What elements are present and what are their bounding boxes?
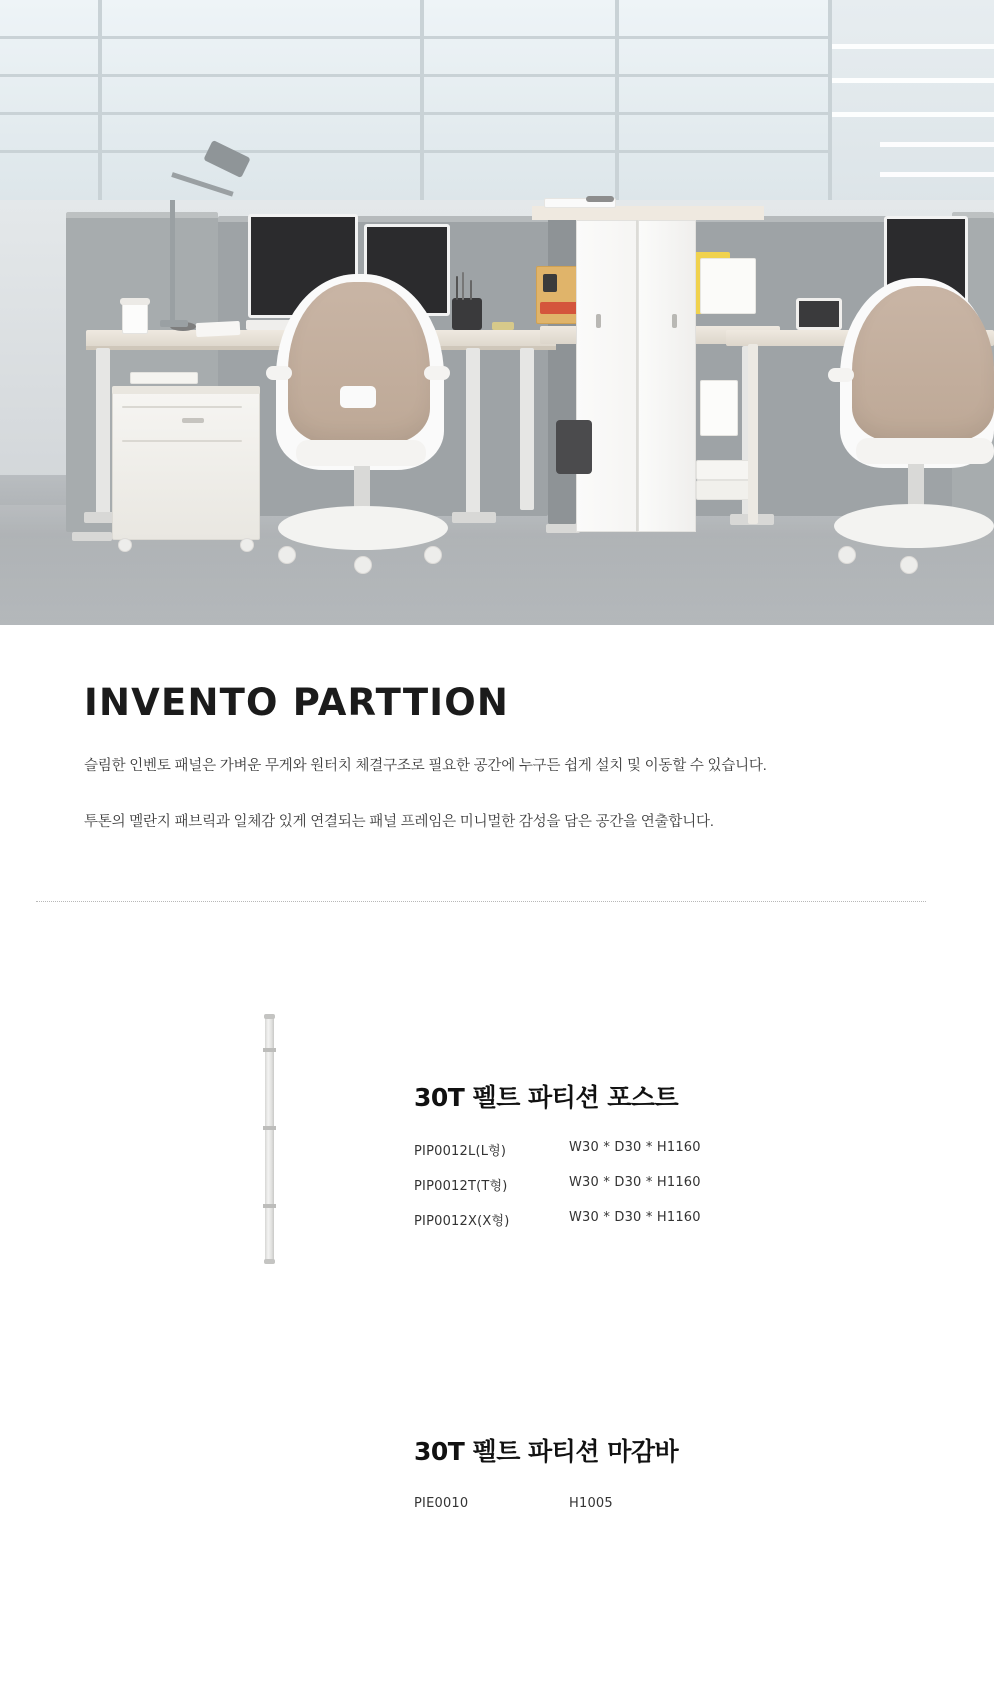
hero-product-photo xyxy=(0,0,994,625)
chair-caster xyxy=(424,546,442,564)
chair-caster xyxy=(838,546,856,564)
cabinet-door-gap xyxy=(636,220,638,532)
page-title: INVENTO PARTTION xyxy=(84,681,510,724)
pen-holder xyxy=(452,298,482,330)
post-top-cap xyxy=(264,1014,275,1019)
desk-item xyxy=(586,196,614,202)
chair-base xyxy=(278,506,448,550)
post-connector xyxy=(263,1048,276,1052)
panel-foot xyxy=(72,532,112,541)
window-louver xyxy=(832,112,994,117)
window-louver xyxy=(832,78,994,83)
spec-block xyxy=(414,1022,910,1229)
chair-seat xyxy=(296,440,426,466)
spec-row xyxy=(414,1210,910,1229)
window-louver xyxy=(880,172,994,177)
window-mullion xyxy=(98,0,102,200)
partition-post-image xyxy=(252,1016,292,1262)
cup-lid xyxy=(120,298,150,305)
spec-code: PIP0012T(T형) xyxy=(414,1178,508,1194)
cabinet-handle xyxy=(672,314,677,328)
window-pane xyxy=(832,0,994,210)
section-divider xyxy=(36,901,926,902)
post-bottom-cap xyxy=(264,1259,275,1264)
chair-armrest xyxy=(828,368,854,382)
spec-dimension: W30 * D30 * H1160 xyxy=(569,1174,701,1190)
caster xyxy=(118,538,132,552)
window-mullion xyxy=(420,0,424,200)
spec-code: PIP0012X(X형) xyxy=(414,1213,510,1229)
cabinet-handle xyxy=(596,314,601,328)
spec-code: PIP0012L(L형) xyxy=(414,1143,507,1159)
spec-dimension: H1005 xyxy=(569,1495,613,1511)
product-section-post xyxy=(84,1022,910,1322)
pen xyxy=(462,272,464,300)
description-line-2: 투톤의 멜란지 패브릭과 일체감 있게 연결되는 패널 프레임은 미니멀한 감성을 담은 공간을 연출합니다. xyxy=(84,814,714,831)
spec-block xyxy=(414,1432,910,1511)
chair-lumbar-support xyxy=(340,386,376,408)
pedestal-handle xyxy=(182,418,204,423)
spec-dimension: W30 * D30 * H1160 xyxy=(569,1139,701,1155)
cabinet-top xyxy=(532,206,764,220)
window-louver xyxy=(880,142,994,147)
felt-partition-post xyxy=(548,214,576,524)
storage-box xyxy=(696,480,750,500)
ruler xyxy=(492,322,514,330)
chair-armrest xyxy=(266,366,292,380)
panel-foot xyxy=(546,524,580,533)
post-connector xyxy=(263,1204,276,1208)
book xyxy=(700,258,756,314)
chair-caster xyxy=(278,546,296,564)
desk-foot xyxy=(452,512,496,523)
desk-leg xyxy=(96,348,110,516)
window-louver xyxy=(832,44,994,49)
paper-cup xyxy=(122,302,148,334)
tablet xyxy=(796,298,842,330)
content-area xyxy=(0,681,994,1511)
book-label xyxy=(540,302,580,314)
paper-stack xyxy=(130,372,198,384)
cabinet-side-panel xyxy=(748,344,758,524)
pedestal-top xyxy=(112,386,260,394)
product-section-end-bar xyxy=(84,1432,910,1511)
section-title: 30T 펠트 파티션 포스트 xyxy=(414,1082,679,1112)
chair-backrest xyxy=(852,286,994,442)
cabinet-right-door xyxy=(638,220,696,532)
mobile-pedestal xyxy=(112,390,260,540)
file-box xyxy=(700,380,738,436)
pen xyxy=(470,280,472,300)
pedestal-drawer-line xyxy=(122,440,242,442)
chair-caster xyxy=(354,556,372,574)
caster xyxy=(240,538,254,552)
bag xyxy=(556,420,592,474)
pedestal-drawer-line xyxy=(122,406,242,408)
spec-row xyxy=(414,1496,910,1511)
lamp-lower-arm xyxy=(170,200,175,324)
spec-dimension: W30 * D30 * H1160 xyxy=(569,1209,701,1225)
chair-backrest xyxy=(288,282,430,444)
book-letter xyxy=(543,274,557,292)
paper-sheet xyxy=(196,321,241,337)
chair-armrest xyxy=(424,366,450,380)
pen xyxy=(456,276,458,300)
desk-leg xyxy=(466,348,480,516)
chair-base xyxy=(834,504,994,548)
spec-row xyxy=(414,1175,910,1194)
description-line-1: 슬림한 인벤토 패널은 가벼운 무게와 원터치 체결구조로 필요한 공간에 누구든 쉽게 설치 및 이동할 수 있습니다. xyxy=(84,758,767,774)
desk-leg xyxy=(520,348,534,510)
post-connector xyxy=(263,1126,276,1130)
section-title: 30T 펠트 파티션 마감바 xyxy=(414,1436,679,1466)
chair-caster xyxy=(900,556,918,574)
chair-seat xyxy=(856,438,994,464)
post-body xyxy=(265,1016,274,1262)
spec-code: PIE0010 xyxy=(414,1495,469,1511)
spec-row xyxy=(414,1140,910,1159)
storage-box xyxy=(696,460,750,480)
window-mullion xyxy=(615,0,619,230)
